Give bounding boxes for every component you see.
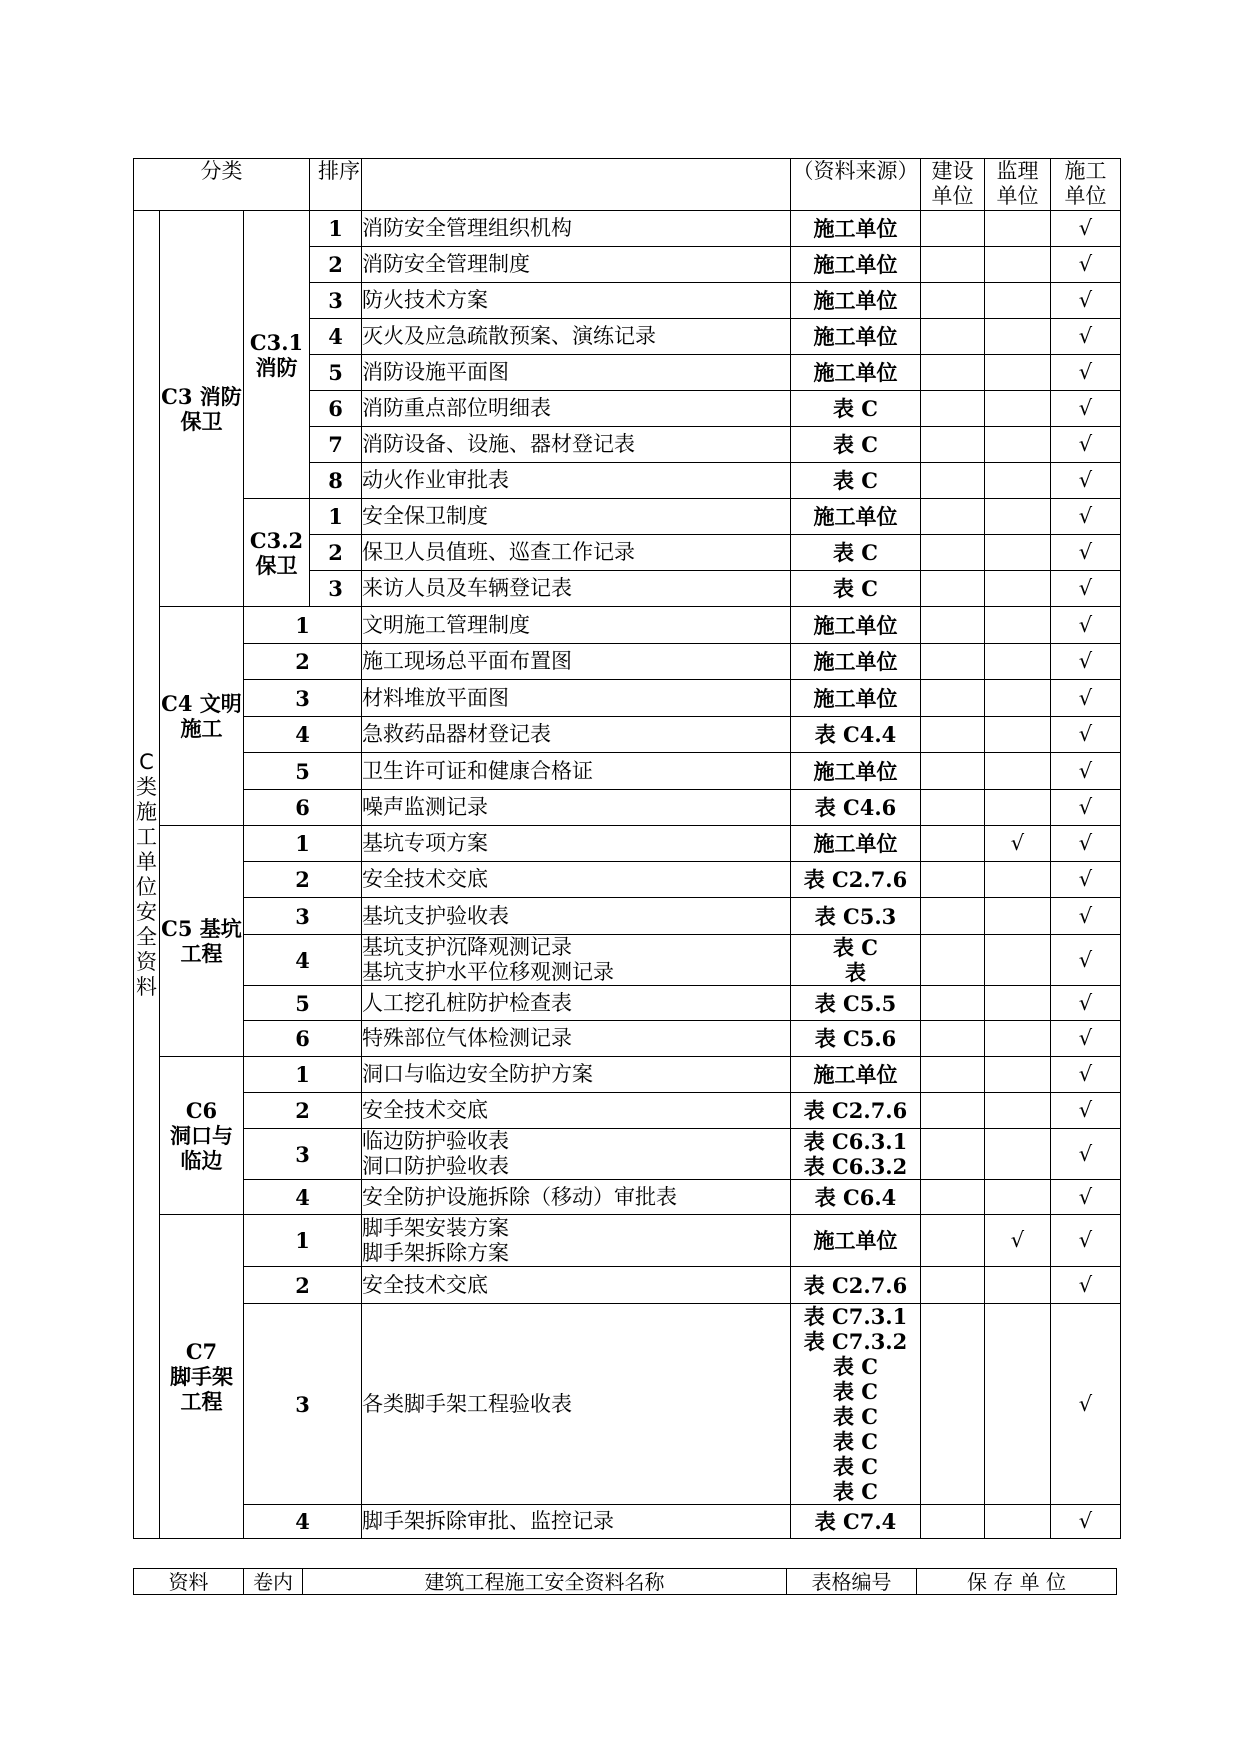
builder-check xyxy=(921,935,985,986)
row-number: 3 xyxy=(310,283,362,319)
supervisor-check xyxy=(985,717,1051,753)
table-row xyxy=(134,717,1121,753)
supervisor-check: √ xyxy=(985,1215,1051,1267)
header-row xyxy=(134,159,1121,211)
row-number: 1 xyxy=(244,1215,362,1267)
supervisor-check xyxy=(985,1093,1051,1129)
section-label-text: C类施工单位安全资料 xyxy=(136,749,157,999)
table-row xyxy=(134,790,1121,826)
row-source: 施工单位 xyxy=(791,680,921,717)
row-source: 表 C2.7.6 xyxy=(791,1093,921,1129)
row-source: 表 C xyxy=(791,535,921,571)
row-number: 7 xyxy=(310,427,362,463)
row-source: 表 C6.3.1 表 C6.3.2 xyxy=(791,1129,921,1180)
row-source: 表 C7.4 xyxy=(791,1505,921,1539)
row-number: 2 xyxy=(244,862,362,898)
row-number: 2 xyxy=(310,247,362,283)
row-number: 5 xyxy=(310,355,362,391)
contractor-check: √ xyxy=(1051,862,1121,898)
supervisor-check xyxy=(985,1129,1051,1180)
supervisor-check xyxy=(985,355,1051,391)
builder-check xyxy=(921,1129,985,1180)
builder-check xyxy=(921,607,985,644)
contractor-check: √ xyxy=(1051,1505,1121,1539)
footer-data: 资料 xyxy=(134,1569,244,1595)
builder-check xyxy=(921,1057,985,1093)
row-source: 施工单位 xyxy=(791,644,921,680)
supervisor-check xyxy=(985,1304,1051,1505)
table-row xyxy=(134,211,1121,247)
builder-check xyxy=(921,753,985,790)
builder-check xyxy=(921,247,985,283)
builder-check xyxy=(921,427,985,463)
table-row xyxy=(134,1057,1121,1093)
row-source: 施工单位 xyxy=(791,1057,921,1093)
row-name: 基坑专项方案 xyxy=(362,826,791,862)
table-row xyxy=(134,826,1121,862)
builder-check xyxy=(921,1021,985,1057)
row-number: 4 xyxy=(244,935,362,986)
row-name: 基坑支护验收表 xyxy=(362,898,791,935)
row-name: 脚手架安装方案 脚手架拆除方案 xyxy=(362,1215,791,1267)
header-contractor: 施工 单位 xyxy=(1051,159,1121,211)
supervisor-check xyxy=(985,753,1051,790)
table-row xyxy=(134,499,1121,535)
contractor-check: √ xyxy=(1051,1180,1121,1215)
row-name: 消防安全管理组织机构 xyxy=(362,211,791,247)
builder-check xyxy=(921,862,985,898)
footer-form-no: 表格编号 xyxy=(787,1569,917,1595)
row-name: 消防安全管理制度 xyxy=(362,247,791,283)
group-c4: C4 文明 施工 xyxy=(160,607,244,826)
supervisor-check xyxy=(985,535,1051,571)
row-number: 3 xyxy=(310,571,362,607)
builder-check xyxy=(921,790,985,826)
row-number: 2 xyxy=(244,644,362,680)
builder-check xyxy=(921,1505,985,1539)
builder-check xyxy=(921,391,985,427)
row-source: 表 C6.4 xyxy=(791,1180,921,1215)
row-source: 施工单位 xyxy=(791,753,921,790)
header-category: 分类 xyxy=(134,159,310,211)
group-c3-2: C3.2 保卫 xyxy=(244,499,310,607)
row-number: 4 xyxy=(244,1180,362,1215)
supervisor-check xyxy=(985,607,1051,644)
supervisor-check xyxy=(985,427,1051,463)
supervisor-check xyxy=(985,247,1051,283)
row-number: 3 xyxy=(244,1129,362,1180)
supervisor-check: √ xyxy=(985,826,1051,862)
supervisor-check xyxy=(985,319,1051,355)
table-row xyxy=(134,862,1121,898)
supervisor-check xyxy=(985,499,1051,535)
footer-row xyxy=(134,1569,1117,1595)
contractor-check: √ xyxy=(1051,427,1121,463)
group-c3-1: C3.1 消防 xyxy=(244,211,310,499)
contractor-check: √ xyxy=(1051,607,1121,644)
row-name: 各类脚手架工程验收表 xyxy=(362,1304,791,1505)
header-blank xyxy=(362,159,791,211)
header-order: 排序 xyxy=(310,159,362,211)
row-number: 1 xyxy=(244,607,362,644)
row-name: 施工现场总平面布置图 xyxy=(362,644,791,680)
contractor-check: √ xyxy=(1051,463,1121,499)
contractor-check: √ xyxy=(1051,211,1121,247)
supervisor-check xyxy=(985,790,1051,826)
row-source: 施工单位 xyxy=(791,826,921,862)
supervisor-check xyxy=(985,1505,1051,1539)
table-row xyxy=(134,607,1121,644)
row-number: 3 xyxy=(244,898,362,935)
builder-check xyxy=(921,680,985,717)
row-name: 安全技术交底 xyxy=(362,1267,791,1304)
builder-check xyxy=(921,535,985,571)
row-source: 表 C4.4 xyxy=(791,717,921,753)
row-number: 1 xyxy=(310,211,362,247)
row-source: 表 C xyxy=(791,463,921,499)
row-source: 施工单位 xyxy=(791,247,921,283)
row-name: 消防设备、设施、器材登记表 xyxy=(362,427,791,463)
table-row xyxy=(134,753,1121,790)
builder-check xyxy=(921,211,985,247)
row-name: 消防重点部位明细表 xyxy=(362,391,791,427)
contractor-check: √ xyxy=(1051,935,1121,986)
row-number: 5 xyxy=(244,753,362,790)
builder-check xyxy=(921,1267,985,1304)
builder-check xyxy=(921,986,985,1021)
contractor-check: √ xyxy=(1051,1215,1121,1267)
row-number: 2 xyxy=(244,1093,362,1129)
contractor-check: √ xyxy=(1051,1057,1121,1093)
row-number: 6 xyxy=(244,1021,362,1057)
footer-name: 建筑工程施工安全资料名称 xyxy=(303,1569,787,1595)
table-row xyxy=(134,986,1121,1021)
contractor-check: √ xyxy=(1051,247,1121,283)
contractor-check: √ xyxy=(1051,1267,1121,1304)
row-name: 动火作业审批表 xyxy=(362,463,791,499)
row-number: 8 xyxy=(310,463,362,499)
table-row xyxy=(134,898,1121,935)
row-name: 脚手架拆除审批、监控记录 xyxy=(362,1505,791,1539)
supervisor-check xyxy=(985,898,1051,935)
row-number: 1 xyxy=(244,1057,362,1093)
row-source: 施工单位 xyxy=(791,211,921,247)
row-name: 材料堆放平面图 xyxy=(362,680,791,717)
builder-check xyxy=(921,1180,985,1215)
row-number: 6 xyxy=(310,391,362,427)
builder-check xyxy=(921,355,985,391)
row-name: 卫生许可证和健康合格证 xyxy=(362,753,791,790)
row-name: 安全保卫制度 xyxy=(362,499,791,535)
contractor-check: √ xyxy=(1051,1129,1121,1180)
row-name: 特殊部位气体检测记录 xyxy=(362,1021,791,1057)
contractor-check: √ xyxy=(1051,753,1121,790)
safety-records-table xyxy=(133,158,1121,1539)
group-c3: C3 消防 保卫 xyxy=(160,211,244,607)
row-name: 保卫人员值班、巡查工作记录 xyxy=(362,535,791,571)
row-name: 消防设施平面图 xyxy=(362,355,791,391)
supervisor-check xyxy=(985,1057,1051,1093)
row-source: 表 C7.3.1 表 C7.3.2 表 C 表 C 表 C 表 C 表 C 表 C xyxy=(791,1304,921,1505)
row-source: 表 C2.7.6 xyxy=(791,1267,921,1304)
row-name: 来访人员及车辆登记表 xyxy=(362,571,791,607)
row-name: 安全防护设施拆除（移动）审批表 xyxy=(362,1180,791,1215)
row-name: 安全技术交底 xyxy=(362,862,791,898)
row-name: 洞口与临边安全防护方案 xyxy=(362,1057,791,1093)
row-source: 施工单位 xyxy=(791,319,921,355)
header-source: （资料来源） xyxy=(791,159,921,211)
row-name: 灭火及应急疏散预案、演练记录 xyxy=(362,319,791,355)
contractor-check: √ xyxy=(1051,319,1121,355)
supervisor-check xyxy=(985,862,1051,898)
row-number: 5 xyxy=(244,986,362,1021)
supervisor-check xyxy=(985,463,1051,499)
row-number: 4 xyxy=(244,717,362,753)
contractor-check: √ xyxy=(1051,499,1121,535)
table-row xyxy=(134,1215,1121,1267)
builder-check xyxy=(921,898,985,935)
supervisor-check xyxy=(985,283,1051,319)
builder-check xyxy=(921,463,985,499)
supervisor-check xyxy=(985,680,1051,717)
row-source: 表 C 表 xyxy=(791,935,921,986)
contractor-check: √ xyxy=(1051,283,1121,319)
row-source: 表 C5.3 xyxy=(791,898,921,935)
row-source: 表 C xyxy=(791,391,921,427)
contractor-check: √ xyxy=(1051,680,1121,717)
contractor-check: √ xyxy=(1051,898,1121,935)
row-name: 噪声监测记录 xyxy=(362,790,791,826)
row-source: 表 C xyxy=(791,427,921,463)
row-number: 4 xyxy=(244,1505,362,1539)
contractor-check: √ xyxy=(1051,391,1121,427)
row-name: 急救药品器材登记表 xyxy=(362,717,791,753)
contractor-check: √ xyxy=(1051,535,1121,571)
builder-check xyxy=(921,644,985,680)
header-supervisor: 监理 单位 xyxy=(985,159,1051,211)
builder-check xyxy=(921,283,985,319)
contractor-check: √ xyxy=(1051,355,1121,391)
row-source: 施工单位 xyxy=(791,283,921,319)
row-name: 人工挖孔桩防护检查表 xyxy=(362,986,791,1021)
row-name: 临边防护验收表 洞口防护验收表 xyxy=(362,1129,791,1180)
row-number: 2 xyxy=(244,1267,362,1304)
contractor-check: √ xyxy=(1051,826,1121,862)
row-name: 防火技术方案 xyxy=(362,283,791,319)
row-number: 1 xyxy=(310,499,362,535)
builder-check xyxy=(921,826,985,862)
row-source: 表 C4.6 xyxy=(791,790,921,826)
table-row xyxy=(134,1021,1121,1057)
contractor-check: √ xyxy=(1051,717,1121,753)
row-source: 表 C5.5 xyxy=(791,986,921,1021)
row-source: 施工单位 xyxy=(791,607,921,644)
row-number: 3 xyxy=(244,680,362,717)
contractor-check: √ xyxy=(1051,790,1121,826)
row-name: 基坑支护沉降观测记录 基坑支护水平位移观测记录 xyxy=(362,935,791,986)
group-c5: C5 基坑 工程 xyxy=(160,826,244,1057)
builder-check xyxy=(921,1304,985,1505)
supervisor-check xyxy=(985,571,1051,607)
header-builder: 建设 单位 xyxy=(921,159,985,211)
builder-check xyxy=(921,1215,985,1267)
contractor-check: √ xyxy=(1051,1304,1121,1505)
supervisor-check xyxy=(985,935,1051,986)
row-name: 文明施工管理制度 xyxy=(362,607,791,644)
supervisor-check xyxy=(985,211,1051,247)
builder-check xyxy=(921,499,985,535)
row-number: 2 xyxy=(310,535,362,571)
row-source: 表 C5.6 xyxy=(791,1021,921,1057)
table-row xyxy=(134,1093,1121,1129)
table-row xyxy=(134,1304,1121,1505)
table-row xyxy=(134,935,1121,986)
row-number: 4 xyxy=(310,319,362,355)
contractor-check: √ xyxy=(1051,644,1121,680)
table-row xyxy=(134,1505,1121,1539)
builder-check xyxy=(921,1093,985,1129)
row-source: 表 C xyxy=(791,571,921,607)
contractor-check: √ xyxy=(1051,1093,1121,1129)
contractor-check: √ xyxy=(1051,1021,1121,1057)
supervisor-check xyxy=(985,391,1051,427)
table-row xyxy=(134,1180,1121,1215)
builder-check xyxy=(921,319,985,355)
section-label xyxy=(134,211,160,1539)
row-number: 6 xyxy=(244,790,362,826)
row-source: 施工单位 xyxy=(791,1215,921,1267)
row-source: 表 C2.7.6 xyxy=(791,862,921,898)
supervisor-check xyxy=(985,1267,1051,1304)
supervisor-check xyxy=(985,986,1051,1021)
builder-check xyxy=(921,571,985,607)
row-source: 施工单位 xyxy=(791,355,921,391)
table-row xyxy=(134,1129,1121,1180)
supervisor-check xyxy=(985,1180,1051,1215)
group-c6: C6 洞口与 临边 xyxy=(160,1057,244,1215)
row-number: 3 xyxy=(244,1304,362,1505)
table-row xyxy=(134,1267,1121,1304)
supervisor-check xyxy=(985,1021,1051,1057)
builder-check xyxy=(921,717,985,753)
row-number: 1 xyxy=(244,826,362,862)
row-name: 安全技术交底 xyxy=(362,1093,791,1129)
table-row xyxy=(134,644,1121,680)
contractor-check: √ xyxy=(1051,986,1121,1021)
group-c7: C7 脚手架 工程 xyxy=(160,1215,244,1539)
footer-keeper: 保 存 单 位 xyxy=(917,1569,1117,1595)
footer-volume: 卷内 xyxy=(244,1569,303,1595)
row-source: 施工单位 xyxy=(791,499,921,535)
table-row xyxy=(134,680,1121,717)
footer-table xyxy=(133,1568,1117,1595)
supervisor-check xyxy=(985,644,1051,680)
contractor-check: √ xyxy=(1051,571,1121,607)
